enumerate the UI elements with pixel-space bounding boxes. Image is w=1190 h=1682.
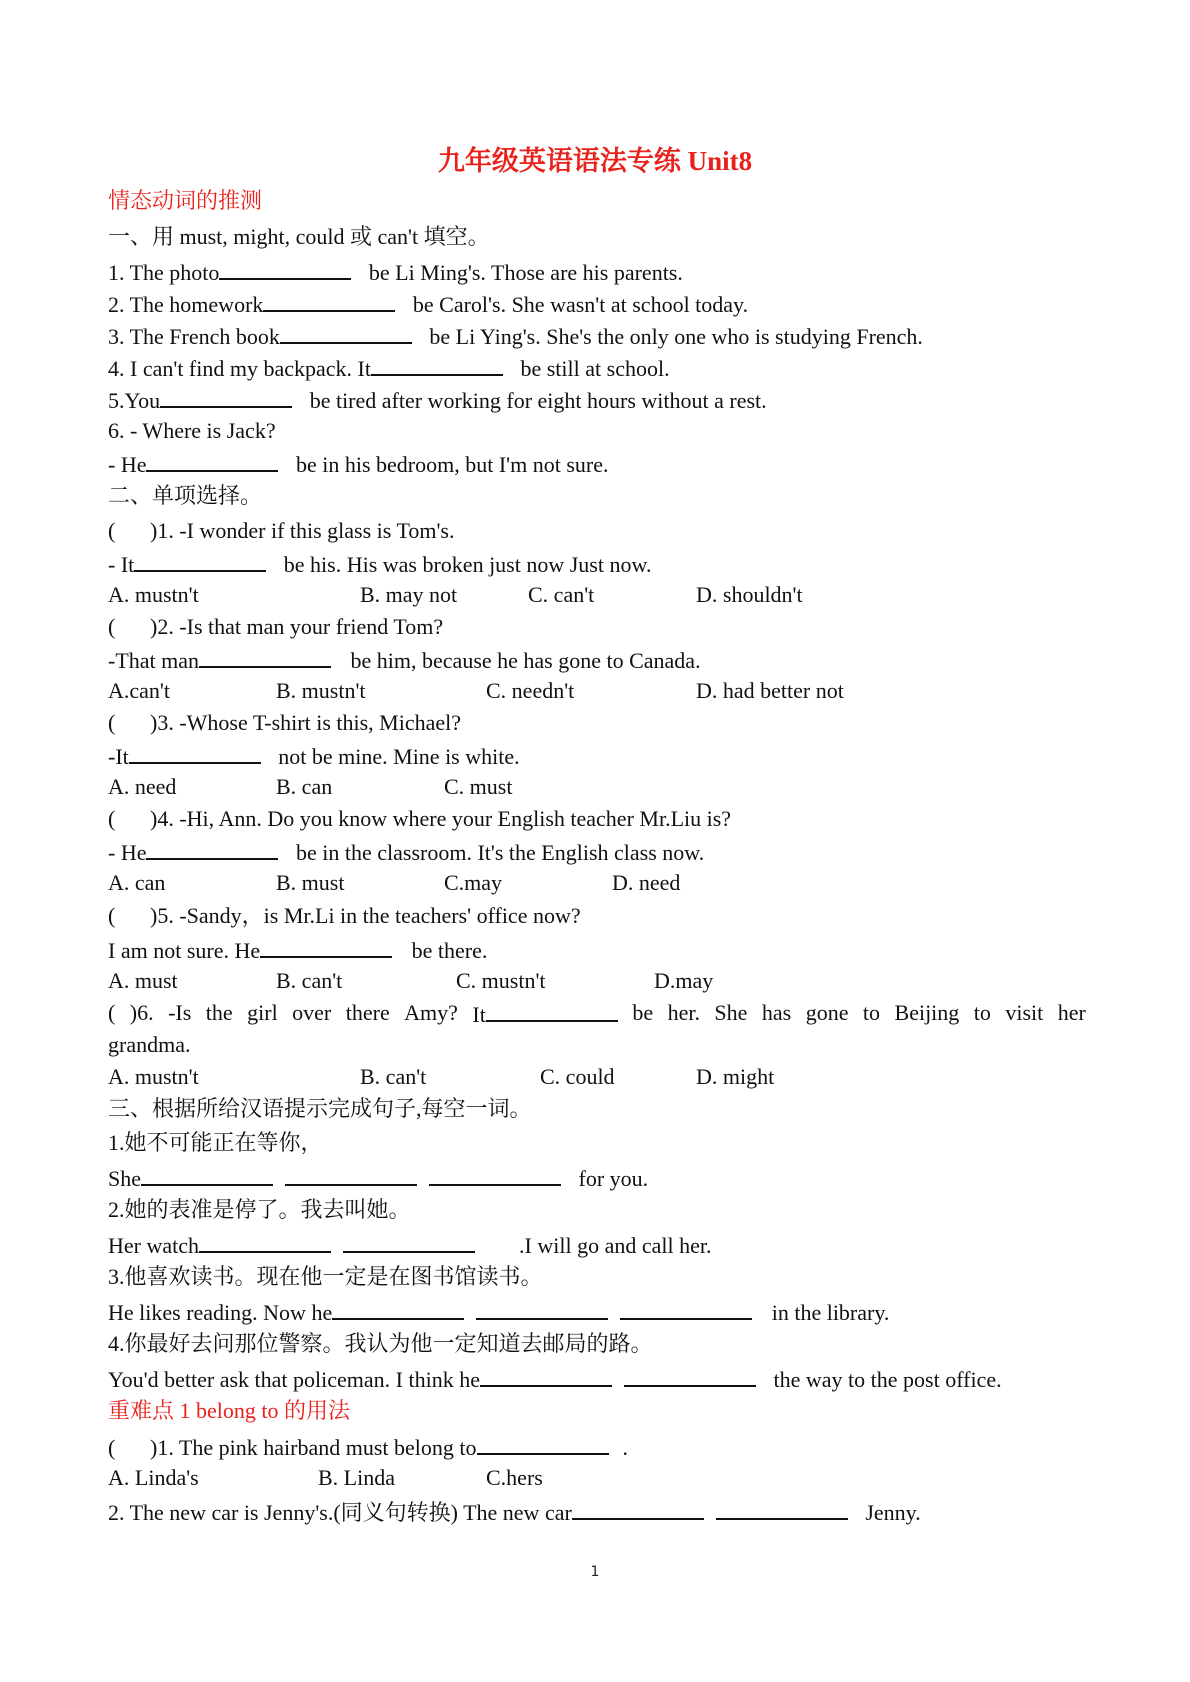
part3-q3-chinese: 3.他喜欢读书。现在他一定是在图书馆读书。 [108, 1264, 543, 1289]
option[interactable]: A. mustn't [108, 1064, 199, 1089]
option[interactable]: B. may not [360, 582, 458, 607]
option[interactable]: A. must [108, 968, 178, 993]
part2-q1-stem: ( )1. -I wonder if this glass is Tom's. [108, 518, 455, 543]
blank[interactable] [486, 998, 618, 1022]
option[interactable]: C. can't [528, 582, 595, 607]
part3-q4-chinese: 4.你最好去问那位警察。我认为他一定知道去邮局的路。 [108, 1331, 653, 1356]
blank[interactable] [160, 384, 292, 408]
part2-q5-answer: I am not sure. He be there. [108, 934, 487, 966]
part2-q3-stem: ( )3. -Whose T-shirt is this, Michael? [108, 710, 462, 735]
part3-q2-english: Her watch .I will go and call her. [108, 1229, 711, 1261]
blank[interactable] [280, 320, 412, 344]
option[interactable]: C. must [444, 774, 513, 799]
blank[interactable] [199, 1229, 331, 1253]
option[interactable]: B. can't [360, 1064, 427, 1089]
blank[interactable] [429, 1162, 561, 1186]
option[interactable]: A. can [108, 870, 166, 895]
blank[interactable] [477, 1431, 609, 1455]
option[interactable]: C.may [444, 870, 503, 895]
part1-q6-answer: - He be in his bedroom, but I'm not sure. [108, 448, 609, 480]
part2-q6-continued: grandma. [108, 1032, 191, 1057]
option[interactable]: A. mustn't [108, 582, 199, 607]
blank[interactable] [141, 1162, 273, 1186]
option[interactable]: B. can [276, 774, 333, 799]
part1-q4: 4. I can't find my backpack. It be still at school. [108, 352, 670, 384]
blank[interactable] [134, 548, 266, 572]
option[interactable]: B. must [276, 870, 345, 895]
blank[interactable] [476, 1296, 608, 1320]
blank[interactable] [199, 644, 331, 668]
option[interactable]: D. need [612, 870, 681, 895]
part2-q4-stem: ( )4. -Hi, Ann. Do you know where your English teacher Mr.Liu is? [108, 806, 732, 831]
section-heading-modal: 情态动词的推测 [108, 188, 263, 213]
part2-q1-options [108, 580, 1008, 610]
option[interactable]: C. could [540, 1064, 615, 1089]
part1-q2: 2. The homework be Carol's. She wasn't at school today. [108, 288, 748, 320]
part2-q5-options [108, 966, 1008, 996]
part2-q5-stem: ( )5. -Sandy，is Mr.Li in the teachers' office now? [108, 903, 581, 928]
option[interactable]: C.hers [486, 1465, 543, 1490]
part1-heading: 一、用 must, might, could 或 can't 填空。 [108, 224, 490, 249]
blank[interactable] [371, 352, 503, 376]
part2-q3-options [108, 772, 1008, 802]
blank[interactable] [480, 1363, 612, 1387]
blank[interactable] [716, 1496, 848, 1520]
part3-q1-chinese: 1.她不可能正在等你， [108, 1130, 323, 1155]
option[interactable]: D. had better not [696, 678, 844, 703]
part1-q1: 1. The photo be Li Ming's. Those are his parents. [108, 256, 683, 288]
option[interactable]: D. shouldn't [696, 582, 803, 607]
page-number: 1 [590, 1564, 600, 1580]
part1-q3: 3. The French book be Li Ying's. She's the only one who is studying French. [108, 320, 923, 352]
part3-q3-english: He likes reading. Now he in the library. [108, 1296, 889, 1328]
part3-q2-chinese: 2.她的表准是停了。我去叫她。 [108, 1197, 411, 1222]
blank[interactable] [146, 448, 278, 472]
part2-q2-stem: ( )2. -Is that man your friend Tom? [108, 614, 444, 639]
option[interactable]: B. can't [276, 968, 343, 993]
part2-heading: 二、单项选择。 [108, 483, 263, 508]
option[interactable]: B. mustn't [276, 678, 366, 703]
page-title: 九年级英语语法专练 Unit8 [437, 146, 753, 176]
option[interactable]: A.can't [108, 678, 170, 703]
part2-q4-answer: - He be in the classroom. It's the English class now. [108, 836, 704, 868]
blank[interactable] [620, 1296, 752, 1320]
part2-q4-options [108, 868, 1008, 898]
option[interactable]: C. mustn't [456, 968, 546, 993]
part2-q2-options [108, 676, 1008, 706]
option[interactable]: A. need [108, 774, 177, 799]
part1-q6-question: 6. - Where is Jack? [108, 418, 276, 443]
belong-q1-stem: ( )1. The pink hairband must belong to . [108, 1431, 628, 1463]
part2-q6-options [108, 1062, 1008, 1092]
part2-q1-answer: - It be his. His was broken just now Just now. [108, 548, 651, 580]
part2-q3-answer: -It not be mine. Mine is white. [108, 740, 520, 772]
part3-q1-english: She for you. [108, 1162, 648, 1194]
blank[interactable] [624, 1363, 756, 1387]
option[interactable]: C. needn't [486, 678, 575, 703]
blank[interactable] [129, 740, 261, 764]
part3-q4-english: You'd better ask that policeman. I think he the way to the post office. [108, 1363, 1002, 1395]
option[interactable]: D. might [696, 1064, 775, 1089]
option[interactable]: B. Linda [318, 1465, 395, 1490]
part3-heading: 三、根据所给汉语提示完成句子,每空一词。 [108, 1096, 532, 1121]
part1-q5: 5.You be tired after working for eight hours without a rest. [108, 384, 767, 416]
part2-q6-stem: ( )6. -Is the girl over there Amy? It be her. She has gone to Beijing to visit her [108, 1000, 1086, 1027]
blank[interactable] [285, 1162, 417, 1186]
belong-q1-options [108, 1463, 1008, 1493]
section-heading-belong-to: 重难点 1 belong to 的用法 [108, 1398, 350, 1423]
option[interactable]: A. Linda's [108, 1465, 199, 1490]
blank[interactable] [219, 256, 351, 280]
blank[interactable] [343, 1229, 475, 1253]
part2-q2-answer: -That man be him, because he has gone to Canada. [108, 644, 701, 676]
blank[interactable] [572, 1496, 704, 1520]
blank[interactable] [332, 1296, 464, 1320]
blank[interactable] [146, 836, 278, 860]
blank[interactable] [263, 288, 395, 312]
belong-q2: 2. The new car is Jenny's.(同义句转换) The new car Jenny. [108, 1496, 921, 1528]
option[interactable]: D.may [654, 968, 714, 993]
blank[interactable] [260, 934, 392, 958]
